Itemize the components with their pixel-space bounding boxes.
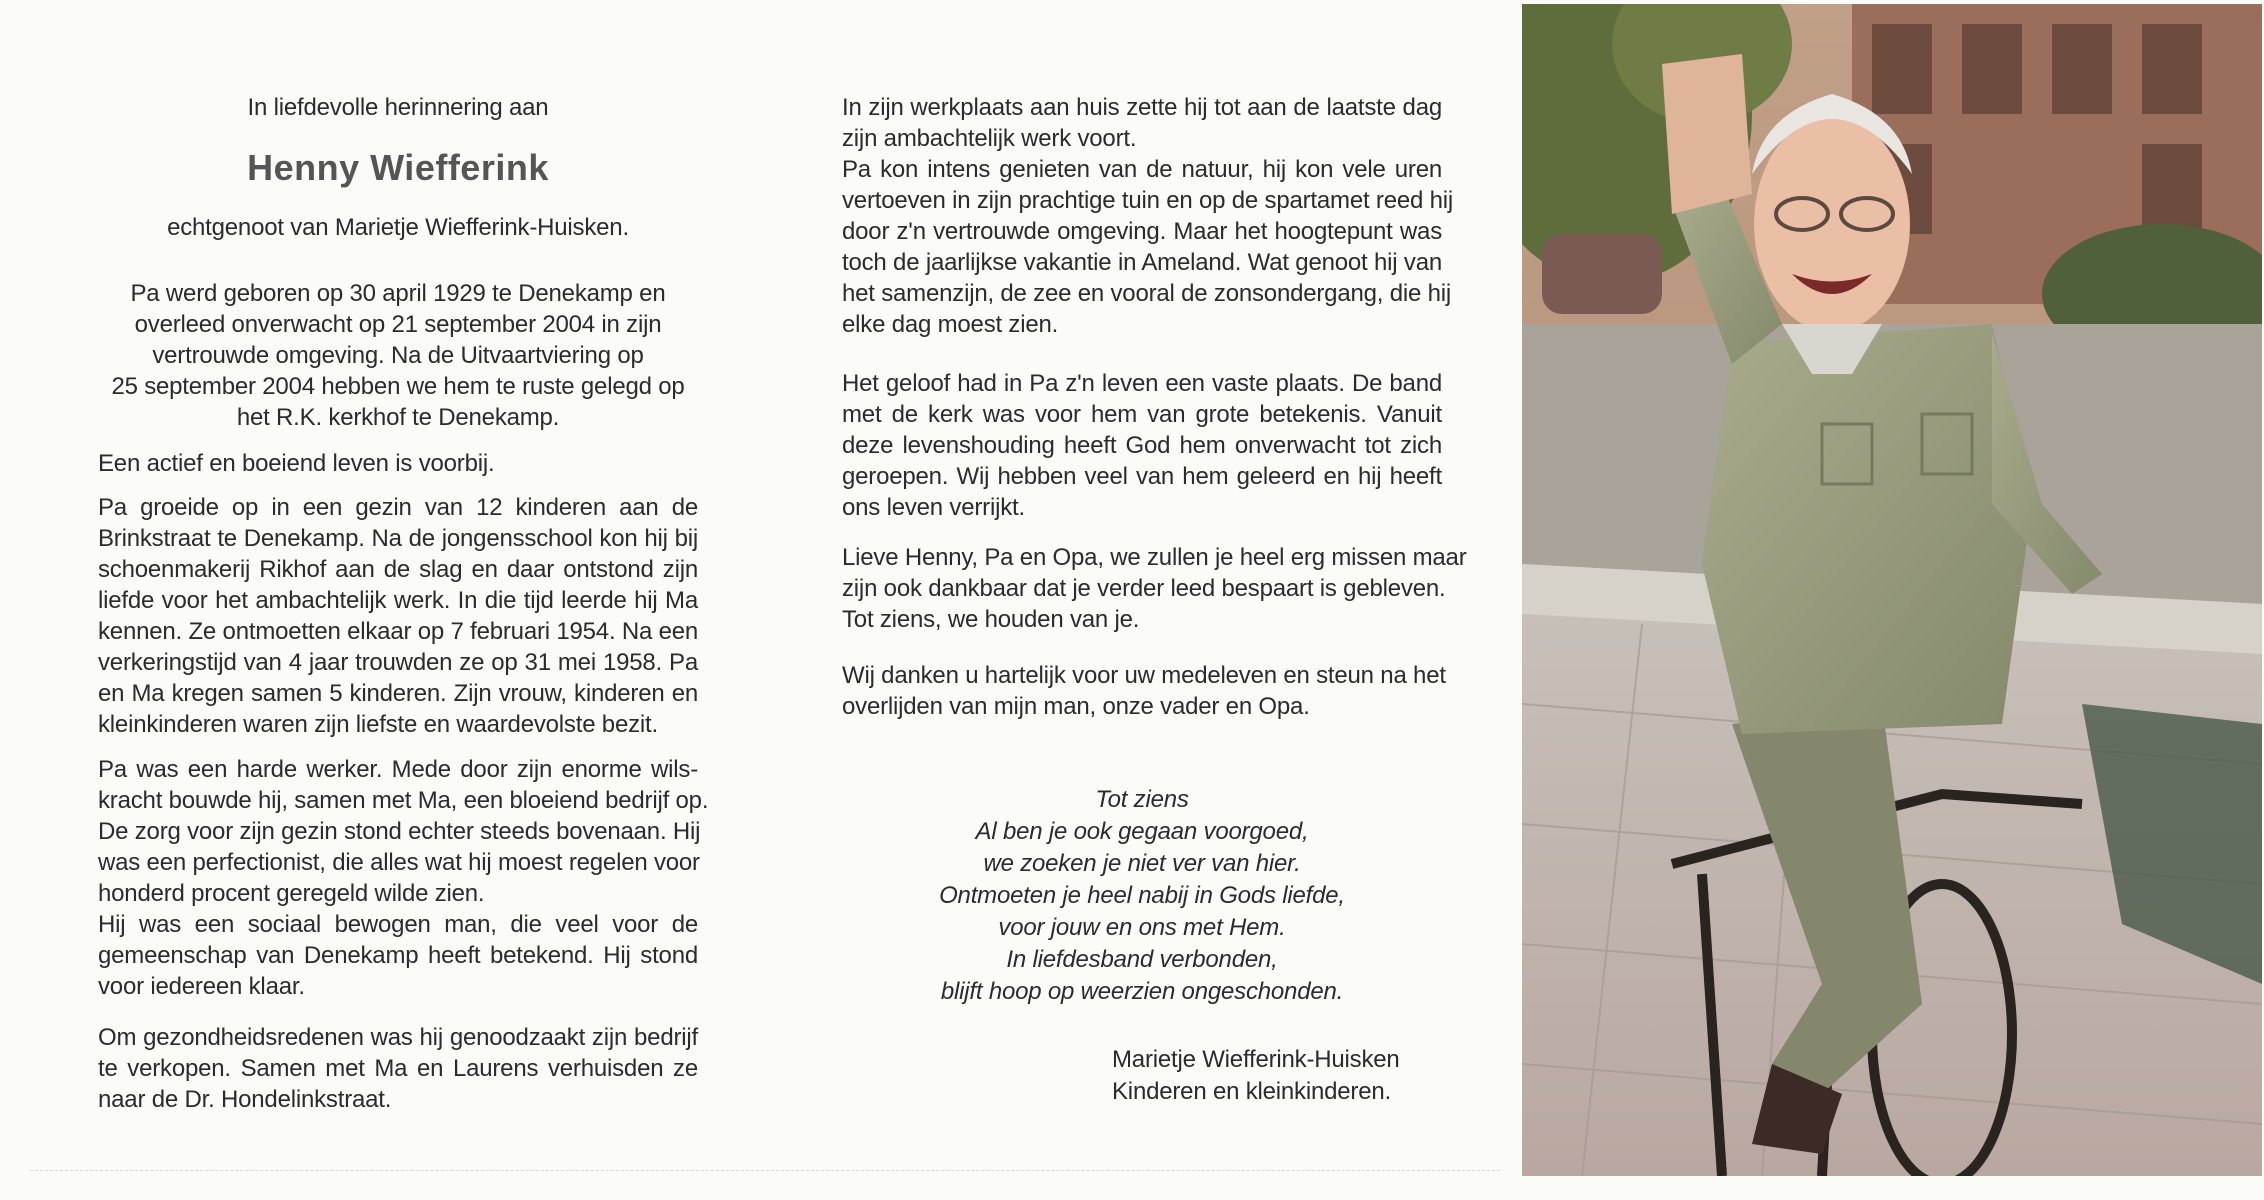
text-line: ons leven verrijkt.: [842, 494, 1025, 521]
text-line: was een perfectionist, die alles wat hij moest regelen voor: [98, 849, 700, 876]
memorial-header: In liefdevolle herinnering aan: [247, 94, 549, 121]
poem-line: we zoeken je niet ver van hier.: [983, 850, 1301, 877]
poem-line: Al ben je ook gegaan voorgoed,: [975, 818, 1309, 845]
text-line: door z'n vertrouwde omgeving. Maar het hoogtepunt was: [842, 218, 1442, 245]
text-line: gemeenschap van Denekamp heeft betekend. Hij stond: [98, 942, 698, 969]
poem-line: Tot ziens: [1095, 786, 1189, 813]
page-edge-line: [30, 1170, 1500, 1171]
text-line: Lieve Henny, Pa en Opa, we zullen je heel erg missen maar: [842, 544, 1467, 571]
text-line: toch de jaarlijkse vakantie in Ameland. Wat genoot hij van: [842, 249, 1442, 276]
poem-line: Ontmoeten je heel nabij in Gods liefde,: [939, 882, 1345, 909]
text-line: 25 september 2004 hebben we hem te ruste gelegd op: [111, 373, 685, 400]
text-line: met de kerk was voor hem van grote betekenis. Vanuit: [842, 401, 1442, 428]
poem-line: In liefdesband verbonden,: [1006, 946, 1278, 973]
text-line: overleed onverwacht op 21 september 2004 in zijn: [134, 311, 662, 338]
text-line: Brinkstraat te Denekamp. Na de jongensschool kon hij bij: [98, 525, 698, 552]
signature-line: Marietje Wiefferink-Huisken: [1112, 1046, 1400, 1073]
text-line: Pa was een harde werker. Mede door zijn enorme wils-: [98, 756, 698, 783]
signature-line: Kinderen en kleinkinderen.: [1112, 1078, 1391, 1105]
text-line: Om gezondheidsredenen was hij genoodzaakt zijn bedrijf: [98, 1024, 698, 1051]
text-line: en Ma kregen samen 5 kinderen. Zijn vrouw, kinderen en: [98, 680, 698, 707]
text-line: verkeringstijd van 4 jaar trouwden ze op 31 mei 1958. Pa: [98, 649, 698, 676]
text-line: zijn ambachtelijk werk voort.: [842, 125, 1137, 152]
text-line: vertoeven in zijn prachtige tuin en op de spartamet reed hij: [842, 187, 1454, 214]
text-line: De zorg voor zijn gezin stond echter steeds bovenaan. Hij: [98, 818, 701, 845]
text-line: Pa kon intens genieten van de natuur, hij kon vele uren: [842, 156, 1442, 183]
text-line: schoenmakerij Rikhof aan de slag en daar ontstond zijn: [98, 556, 698, 583]
text-line: Tot ziens, we houden van je.: [842, 606, 1140, 633]
text-line: het R.K. kerkhof te Denekamp.: [236, 404, 560, 431]
text-line: Pa groeide op in een gezin van 12 kinderen aan de: [98, 494, 698, 521]
text-line: zijn ook dankbaar dat je verder leed bespaart is gebleven.: [842, 575, 1446, 602]
text-line: het samenzijn, de zee en vooral de zonsondergang, die hij: [842, 280, 1452, 307]
text-line: deze levenshouding heeft God hem onverwacht tot zich: [842, 432, 1442, 459]
text-line: kleinkinderen waren zijn liefste en waardevolste bezit.: [98, 711, 658, 738]
poem-line: voor jouw en ons met Hem.: [998, 914, 1286, 941]
text-line: kennen. Ze ontmoetten elkaar op 7 februari 1954. Na een: [98, 618, 699, 645]
text-line: te verkopen. Samen met Ma en Laurens verhuisden ze: [98, 1055, 698, 1082]
text-line: In zijn werkplaats aan huis zette hij tot aan de laatste dag: [842, 94, 1442, 121]
text-line: Wij danken u hartelijk voor uw medeleven en steun na het: [842, 662, 1446, 689]
photo-illustration: [1522, 4, 2262, 1176]
text-line: Hij was een sociaal bewogen man, die veel voor de: [98, 911, 698, 938]
text-line: vertrouwde omgeving. Na de Uitvaartviering op: [152, 342, 644, 369]
deceased-name: Henny Wiefferink: [247, 147, 549, 188]
text-line: Een actief en boeiend leven is voorbij.: [98, 450, 495, 477]
text-line: overlijden van mijn man, onze vader en Opa.: [842, 693, 1310, 720]
poem-line: blijft hoop op weerzien ongeschonden.: [940, 978, 1344, 1005]
text-line: geroepen. Wij hebben veel van hem geleerd en hij heeft: [842, 463, 1442, 490]
text-line: elke dag moest zien.: [842, 311, 1059, 338]
text-line: Het geloof had in Pa z'n leven een vaste plaats. De band: [842, 370, 1442, 397]
text-line: voor iedereen klaar.: [98, 973, 305, 1000]
text-line: honderd procent geregeld wilde zien.: [98, 880, 485, 907]
text-line: Pa werd geboren op 30 april 1929 te Denekamp en: [130, 280, 666, 307]
text-line: kracht bouwde hij, samen met Ma, een bloeiend bedrijf op.: [98, 787, 709, 814]
spouse-line: echtgenoot van Marietje Wiefferink-Huisken.: [167, 214, 629, 241]
text-line: liefde voor het ambachtelijk werk. In die tijd leerde hij Ma: [98, 587, 698, 614]
text-line: naar de Dr. Hondelinkstraat.: [98, 1086, 392, 1113]
memorial-photo: [1522, 4, 2262, 1176]
